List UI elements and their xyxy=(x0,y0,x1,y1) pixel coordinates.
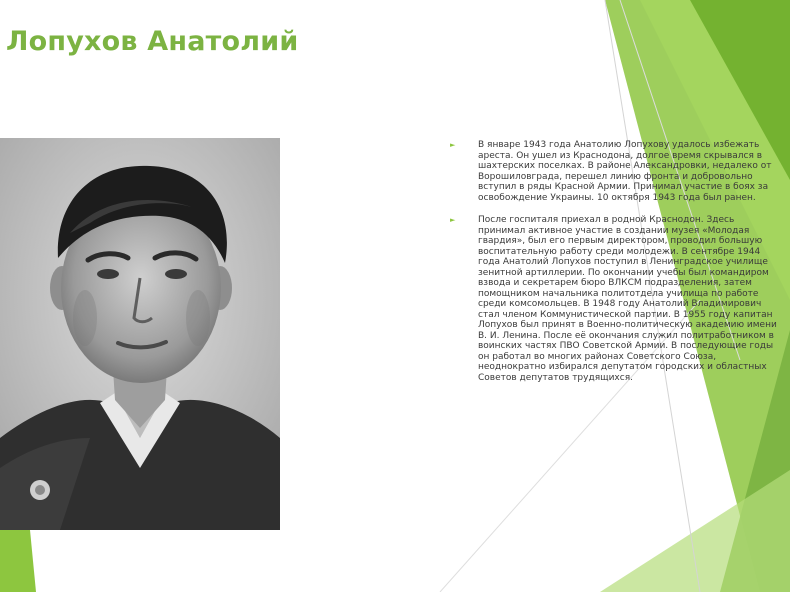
paragraph-2 xyxy=(450,215,780,383)
paragraph-1 xyxy=(450,140,780,203)
biography-text xyxy=(450,140,780,395)
slide-title: Лопухов Анатолий xyxy=(6,26,299,57)
portrait-photo-icon xyxy=(0,138,280,530)
paragraph-1-text: В январе 1943 года Анатолию Лопухову удалось избежать ареста. Он ушел из Краснодона, долгое время скрывался в шахтерских поселках. В районе Александровки, недалеко от Ворошиловграда, перешел линию фронта и добровольно вступил в ряды Красной Армии. Принимал участие в боях за освобождение Украины. 10 октября 1943 года был ранен. xyxy=(478,140,772,203)
portrait-photo xyxy=(0,138,280,530)
bullet-arrow-icon: ► xyxy=(450,216,456,224)
bullet-arrow-icon: ► xyxy=(450,141,456,149)
paragraph-2-text: После госпиталя приехал в родной Краснодон. Здесь принимал активное участие в создании музея «Молодая гвардия», был его первым директором, проводил большую воспитательную работу среди молодежи. В сентябре 1944 года Анатолий Лопухов поступил в Ленинградское училище зенитной артиллерии. По окончании учебы был командиром взвода и секретарем бюро ВЛКСМ подразделения, затем помощником начальника политотдела училища по работе среди комсомольцев. В 1948 году Анатолий Владимирович стал членом Коммунистической партии. В 1955 году капитан Лопухов был принят в Военно-политическую академию имени В. И. Ленина. После её окончания служил политработником в воинских частях ПВО Советской Армии. В последующие годы он работал во многих районах Советского Союза, неоднократно избирался депутатом городских и областных Советов депутатов трудящихся. xyxy=(478,215,777,383)
